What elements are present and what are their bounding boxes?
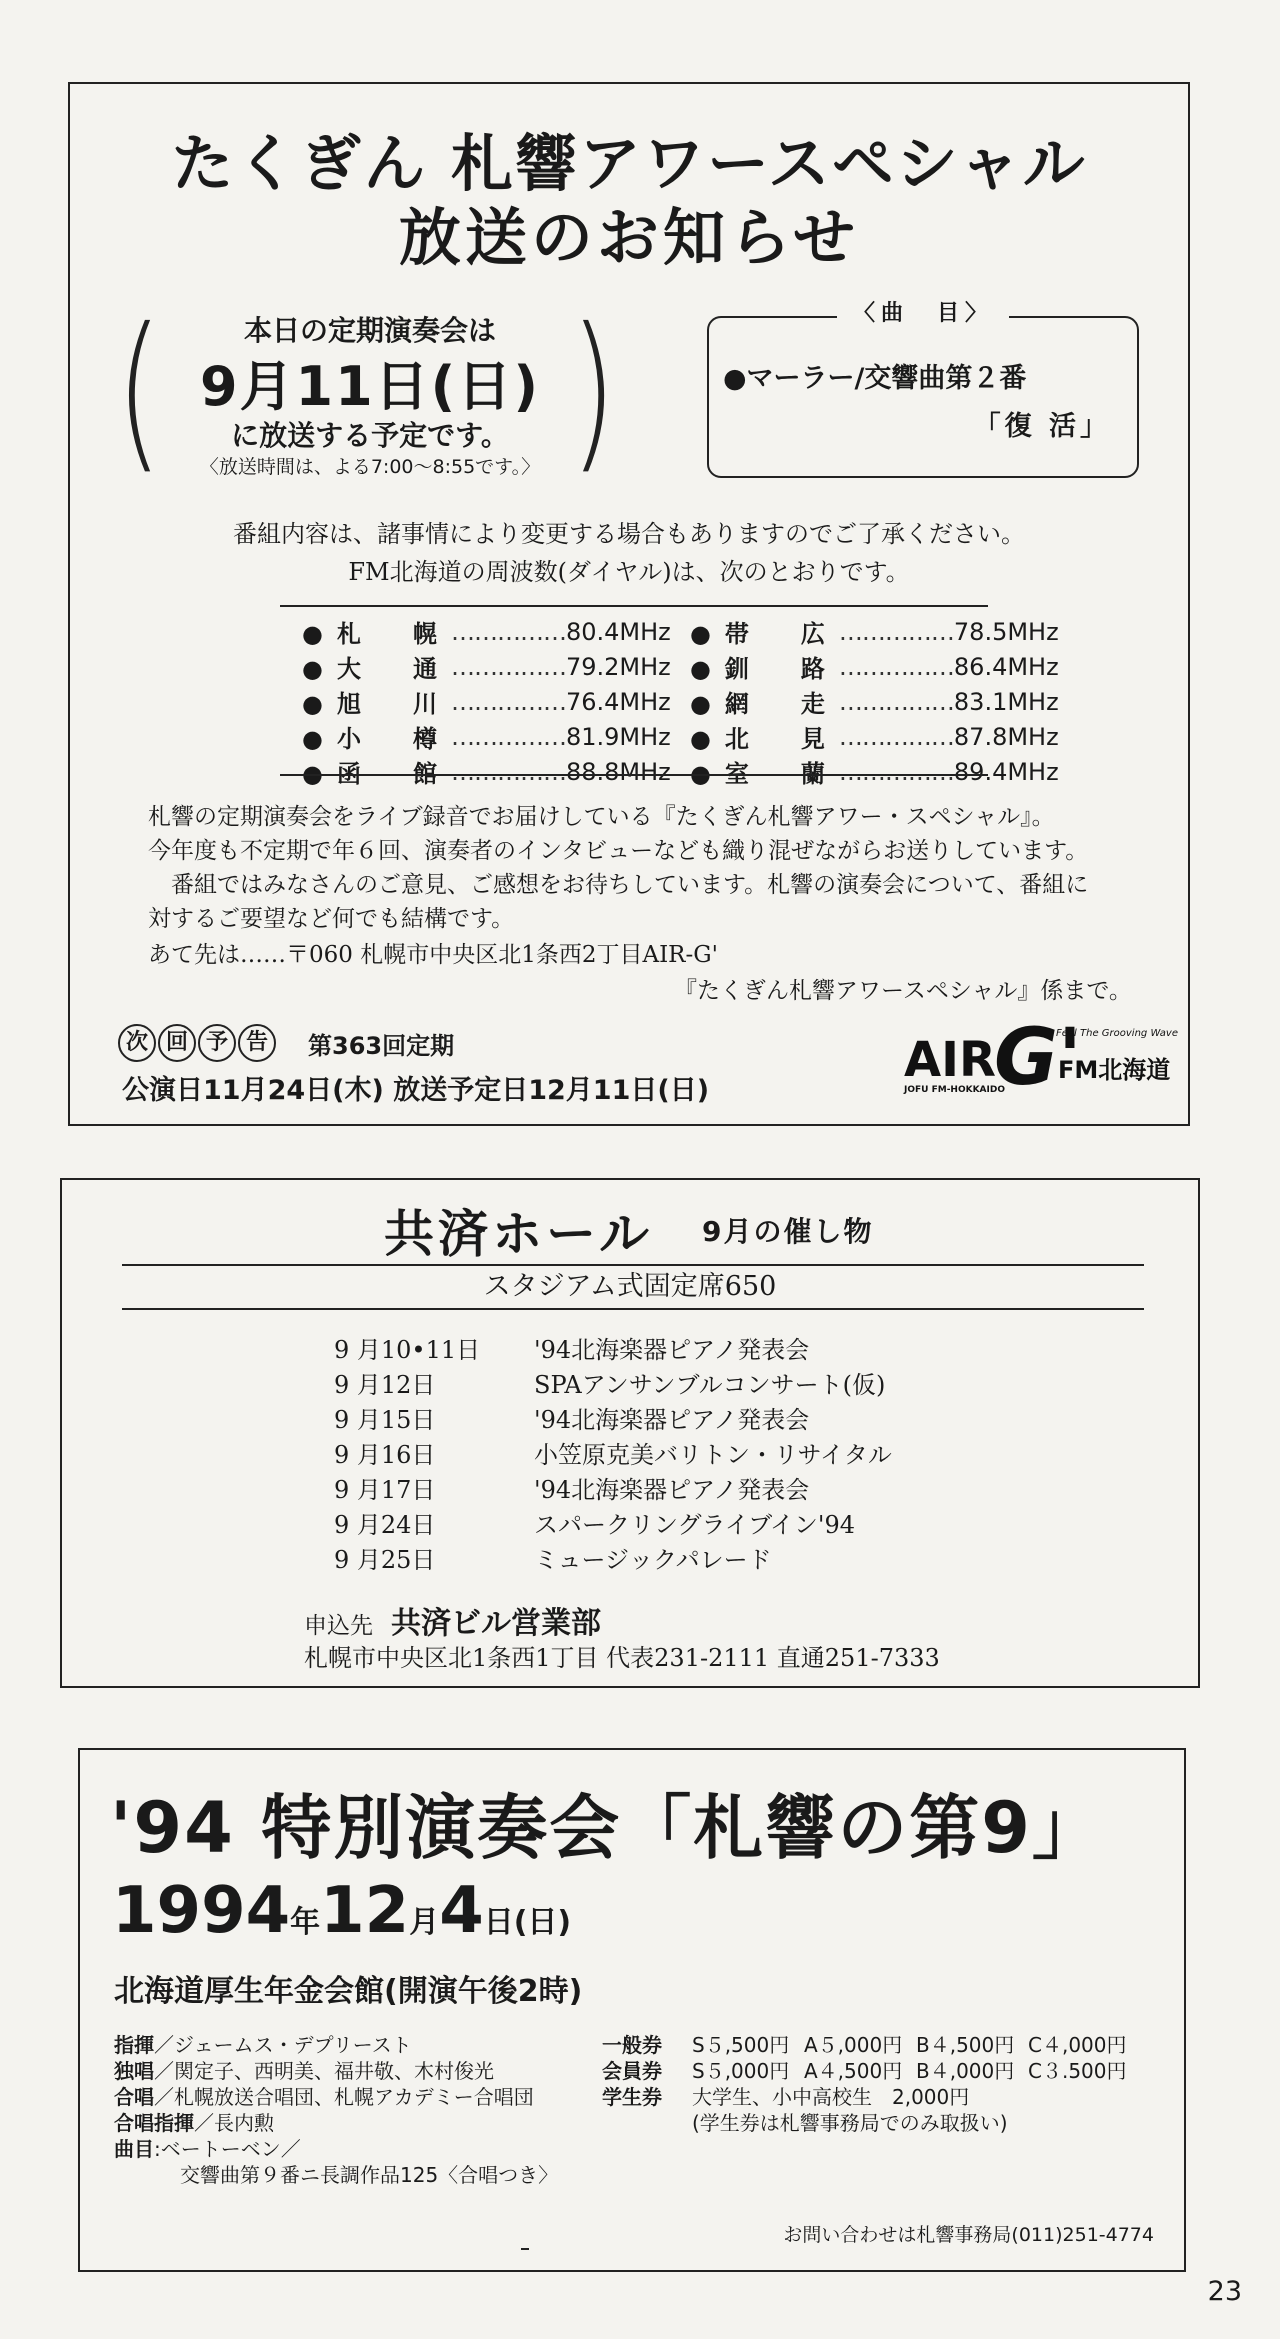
event-name: '94北海楽器ピアノ発表会 bbox=[534, 1336, 810, 1364]
station-name: ●釧 路 bbox=[689, 655, 839, 683]
logo-g-text: G' bbox=[994, 1014, 1082, 1103]
date-day-unit: 日 bbox=[483, 1905, 514, 1940]
concert-work: 交響曲第９番ニ長調作品125〈合唱つき〉 bbox=[180, 2163, 559, 2187]
ticket-row bbox=[602, 2084, 1140, 2110]
credit-value: ／関定子、西明美、福井敬、木村俊光 bbox=[154, 2059, 494, 2083]
date-year-unit: 年 bbox=[290, 1905, 321, 1940]
event-row bbox=[334, 1505, 892, 1540]
leader-dots: …………… bbox=[838, 687, 954, 716]
ticket-price: S５,000円 bbox=[692, 2059, 790, 2083]
address-recipient: 『たくぎん札響アワースペシャル』係まで。 bbox=[674, 978, 1132, 1004]
broadcast-intro: 本日の定期演奏会は bbox=[243, 314, 496, 347]
hall-seating: スタジアム式固定席650 bbox=[483, 1271, 777, 1302]
event-row bbox=[334, 1540, 892, 1575]
contact-name: 共済ビル営業部 bbox=[391, 1606, 601, 1641]
event-row bbox=[334, 1330, 892, 1365]
concert-title: '94 特別演奏会「札響の第9」 bbox=[110, 1787, 1104, 1869]
event-name: ミュージックパレード bbox=[534, 1546, 772, 1574]
decorative-dash bbox=[521, 2248, 529, 2250]
leader-dots: …………… bbox=[838, 617, 954, 646]
station-frequency: 83.1MHz bbox=[953, 687, 1059, 716]
frequency-row bbox=[302, 614, 1078, 649]
logo-air-text: AIR bbox=[904, 1032, 996, 1088]
frequency-table bbox=[302, 614, 1078, 789]
credit-row bbox=[114, 2136, 558, 2162]
next-badge: 次 bbox=[118, 1024, 156, 1062]
date-month: 12 bbox=[320, 1874, 410, 1948]
radio-notice-box bbox=[68, 82, 1190, 1126]
contact-heading bbox=[304, 1598, 601, 1642]
station-name: ●札 幌 bbox=[302, 620, 451, 648]
credit-value: :ベートーベン／ bbox=[154, 2137, 301, 2161]
radio-subtitle: 放送のお知らせ bbox=[398, 201, 860, 274]
event-name: '94北海楽器ピアノ発表会 bbox=[534, 1406, 810, 1434]
leader-dots: …………… bbox=[450, 652, 566, 681]
event-row bbox=[334, 1470, 892, 1505]
body-line: 対するご要望など何でも結構です。 bbox=[148, 906, 515, 932]
ticket-price: C４,000円 bbox=[1028, 2033, 1127, 2057]
ticket-row bbox=[602, 2032, 1140, 2058]
leader-dots: …………… bbox=[450, 757, 566, 786]
air-g-logo bbox=[818, 1014, 1186, 1114]
hall-events-box bbox=[60, 1178, 1200, 1688]
station-frequency: 76.4MHz bbox=[565, 687, 671, 716]
change-notice: 番組内容は、諸事情により変更する場合もありますのでご了承ください。 bbox=[233, 520, 1025, 548]
credit-row bbox=[114, 2084, 558, 2110]
right-parenthesis: ) bbox=[569, 292, 617, 490]
broadcast-time: 〈放送時間は、よる7:00〜8:55です。〉 bbox=[199, 456, 541, 478]
program-work: ●マーラー/交響曲第２番 bbox=[723, 363, 1027, 394]
station-name: ●函 館 bbox=[302, 760, 451, 788]
credit-row bbox=[114, 2058, 558, 2084]
station-name: ●網 走 bbox=[689, 690, 839, 718]
station-frequency: 79.2MHz bbox=[565, 652, 671, 681]
ticket-price: A５,000円 bbox=[804, 2033, 903, 2057]
concert-inquiry: お問い合わせは札響事務局(011)251-4774 bbox=[783, 2224, 1154, 2246]
ticket-name: 一般券 bbox=[602, 2033, 662, 2057]
date-day: 4 bbox=[439, 1874, 484, 1948]
left-parenthesis: ( bbox=[115, 292, 163, 490]
station-frequency: 89.4MHz bbox=[953, 757, 1059, 786]
hall-title: 共済ホール bbox=[384, 1205, 653, 1263]
logo-tagline: Feel The Grooving Wave bbox=[1056, 1028, 1178, 1039]
station-frequency: 81.9MHz bbox=[565, 722, 671, 751]
ticket-price: C３.500円 bbox=[1028, 2059, 1127, 2083]
student-ticket-price: 大学生、小中高校生 2,000円 bbox=[692, 2085, 970, 2109]
events-table bbox=[334, 1330, 892, 1575]
concert-date bbox=[112, 1874, 571, 1948]
date-year: 1994 bbox=[112, 1874, 291, 1948]
frequency-intro: FM北海道の周波数(ダイヤル)は、次のとおりです。 bbox=[348, 558, 910, 586]
program-box bbox=[707, 301, 1139, 478]
frequency-row bbox=[302, 684, 1078, 719]
leader-dots: …………… bbox=[838, 722, 954, 751]
hall-bottom-rule bbox=[122, 1308, 1144, 1310]
next-badge: 回 bbox=[158, 1024, 196, 1062]
frequency-row bbox=[302, 754, 1078, 789]
leader-dots: …………… bbox=[450, 617, 566, 646]
station-name: ●北 見 bbox=[689, 725, 839, 753]
credit-value: ／ジェームス・デプリースト bbox=[154, 2033, 412, 2057]
credit-role: 指揮 bbox=[114, 2033, 154, 2057]
student-ticket-note: (学生券は札響事務局でのみ取扱い) bbox=[692, 2111, 1008, 2135]
next-preview-badges bbox=[118, 1024, 276, 1062]
station-name: ●室 蘭 bbox=[689, 760, 839, 788]
event-row bbox=[334, 1435, 892, 1470]
event-date: 9 月12日 bbox=[334, 1371, 436, 1399]
event-date: 9 月15日 bbox=[334, 1406, 436, 1434]
event-name: SPAアンサンブルコンサート(仮) bbox=[534, 1371, 886, 1399]
leader-dots: …………… bbox=[838, 652, 954, 681]
body-line: 札響の定期演奏会をライブ録音でお届けしている『たくぎん札響アワー・スペシャル』。 bbox=[148, 804, 1055, 830]
credit-role: 合唱指揮 bbox=[114, 2111, 194, 2135]
next-badge: 告 bbox=[238, 1024, 276, 1062]
broadcast-date: 9月11日(日) bbox=[199, 355, 541, 418]
station-frequency: 78.5MHz bbox=[953, 617, 1059, 646]
ticket-prices bbox=[602, 2032, 1140, 2136]
credit-role: 合唱 bbox=[114, 2085, 154, 2109]
program-heading: 〈曲 目〉 bbox=[837, 301, 1009, 326]
program-subtitle: 「復 活」 bbox=[973, 411, 1111, 442]
concert-credits bbox=[114, 2032, 558, 2188]
radio-title: たくぎん 札響アワースペシャル bbox=[171, 127, 1087, 200]
event-name: スパークリングライブイン'94 bbox=[534, 1511, 856, 1539]
event-row bbox=[334, 1365, 892, 1400]
station-frequency: 88.8MHz bbox=[565, 757, 671, 786]
event-name: 小笠原克美バリトン・リサイタル bbox=[534, 1441, 892, 1469]
ticket-name: 会員券 bbox=[602, 2059, 662, 2083]
special-concert-box bbox=[78, 1748, 1186, 2272]
date-month-unit: 月 bbox=[409, 1905, 440, 1940]
credit-role: 独唱 bbox=[114, 2059, 154, 2083]
station-frequency: 80.4MHz bbox=[565, 617, 671, 646]
logo-sub: JOFU FM-HOKKAIDO bbox=[904, 1085, 1005, 1095]
event-row bbox=[334, 1400, 892, 1435]
station-name: ●大 通 bbox=[302, 655, 451, 683]
credit-row bbox=[114, 2110, 558, 2136]
ticket-row bbox=[602, 2058, 1140, 2084]
next-concert-number: 第363回定期 bbox=[308, 1032, 455, 1060]
event-date: 9 月25日 bbox=[334, 1546, 436, 1574]
ticket-row bbox=[602, 2110, 1140, 2136]
credit-value: ／長内勲 bbox=[194, 2111, 274, 2135]
credit-value: ／札幌放送合唱団、札幌アカデミー合唱団 bbox=[154, 2085, 534, 2109]
station-frequency: 86.4MHz bbox=[953, 652, 1059, 681]
ticket-price: A４,500円 bbox=[804, 2059, 903, 2083]
event-date: 9 月10•11日 bbox=[334, 1336, 481, 1364]
credit-role: 曲目 bbox=[114, 2137, 154, 2161]
date-weekday: (日) bbox=[513, 1905, 572, 1940]
event-date: 9 月17日 bbox=[334, 1476, 436, 1504]
ticket-price: B４,500円 bbox=[916, 2033, 1015, 2057]
page-number: 23 bbox=[1207, 2276, 1242, 2307]
event-date: 9 月16日 bbox=[334, 1441, 436, 1469]
contact-address: 札幌市中央区北1条西1丁目 代表231-2111 直通251-7333 bbox=[304, 1644, 940, 1672]
leader-dots: …………… bbox=[450, 687, 566, 716]
frequency-bottom-rule bbox=[280, 774, 988, 776]
frequency-row bbox=[302, 719, 1078, 754]
hall-subtitle: 9月の催し物 bbox=[702, 1215, 874, 1248]
station-name: ●旭 川 bbox=[302, 690, 451, 718]
logo-fm-text: FM北海道 bbox=[1058, 1056, 1171, 1084]
address-line: あて先は……〒060 札幌市中央区北1条西2丁目AIR-G' bbox=[148, 942, 718, 968]
leader-dots: …………… bbox=[450, 722, 566, 751]
event-date: 9 月24日 bbox=[334, 1511, 436, 1539]
concert-venue: 北海道厚生年金会館(開演午後2時) bbox=[114, 1974, 583, 2009]
body-line: 今年度も不定期で年６回、演奏者のインタビューなども織り混ぜながらお送りしています。 bbox=[148, 838, 1089, 864]
frequency-row bbox=[302, 649, 1078, 684]
body-line: 番組ではみなさんのご意見、ご感想をお待ちしています。札響の演奏会について、番組に bbox=[148, 872, 1089, 898]
event-name: '94北海楽器ピアノ発表会 bbox=[534, 1476, 810, 1504]
station-name: ●帯 広 bbox=[689, 620, 839, 648]
ticket-price: S５,500円 bbox=[692, 2033, 790, 2057]
station-name: ●小 樽 bbox=[302, 725, 451, 753]
ticket-price: B４,000円 bbox=[916, 2059, 1015, 2083]
credit-row bbox=[114, 2032, 558, 2058]
frequency-top-rule bbox=[280, 605, 988, 607]
leader-dots: …………… bbox=[838, 757, 954, 786]
contact-label: 申込先 bbox=[304, 1613, 373, 1639]
next-badge: 予 bbox=[198, 1024, 236, 1062]
broadcast-plan: に放送する予定です。 bbox=[231, 419, 509, 452]
station-frequency: 87.8MHz bbox=[953, 722, 1059, 751]
next-concert-dates: 公演日11月24日(木) 放送予定日12月11日(日) bbox=[122, 1075, 710, 1106]
student-ticket-name: 学生券 bbox=[602, 2085, 662, 2109]
